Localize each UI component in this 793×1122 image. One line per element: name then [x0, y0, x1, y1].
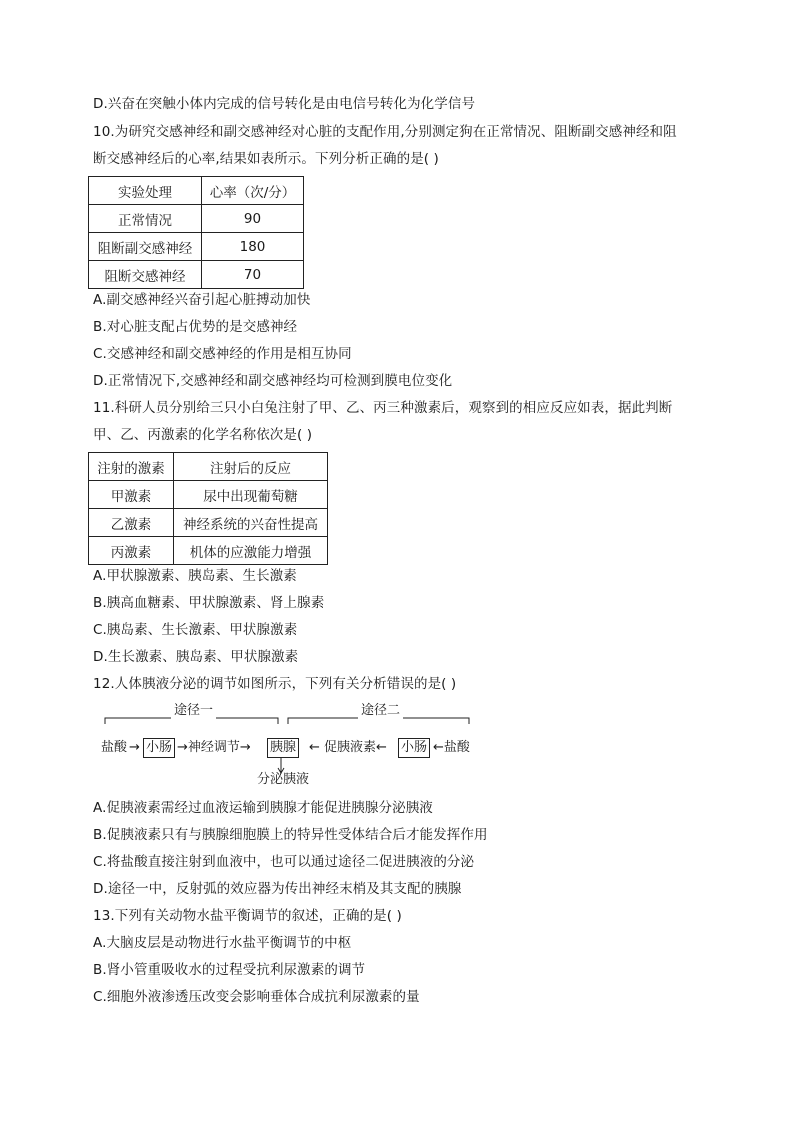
- table-header-cell: 实验处理: [89, 177, 202, 205]
- table-header-cell: 注射的激素: [89, 453, 174, 481]
- table-cell: 90: [202, 205, 304, 233]
- table-row: [89, 261, 304, 289]
- option-c: C.将盐酸直接注射到血液中，也可以通过途径二促进胰液的分泌: [93, 854, 475, 870]
- arrow-right-icon: →: [129, 740, 140, 755]
- option-b: B.胰高血糖素、甲状腺激素、肾上腺素: [93, 595, 325, 611]
- secretin-label: ← 促胰液素←: [309, 740, 387, 755]
- option-c: C.细胞外液渗透压改变会影响垂体合成抗利尿激素的量: [93, 989, 420, 1005]
- table-header-cell: 注射后的反应: [174, 453, 328, 481]
- table-q11: [88, 452, 328, 565]
- question-10-stem-cont: 断交感神经后的心率,结果如表所示。下列分析正确的是( ): [93, 151, 439, 167]
- question-11-stem-cont: 甲、乙、丙激素的化学名称依次是( ): [93, 427, 313, 443]
- table-cell: 机体的应激能力增强: [174, 537, 328, 565]
- small-intestine-box: 小肠: [143, 738, 175, 758]
- nerve-regulation-label: →神经调节→: [177, 740, 251, 755]
- option-d: D.途径一中，反射弧的效应器为传出神经末梢及其支配的胰腺: [93, 881, 462, 897]
- table-row: [89, 509, 328, 537]
- table-row: [89, 233, 304, 261]
- hcl-left-label: 盐酸: [101, 740, 128, 755]
- table-cell: 180: [202, 233, 304, 261]
- table-row: [89, 205, 304, 233]
- question-13-stem: 13.下列有关动物水盐平衡调节的叙述，正确的是( ): [93, 908, 402, 924]
- option-b: B.对心脏支配占优势的是交感神经: [93, 319, 298, 335]
- table-row: [89, 537, 328, 565]
- option-d: D.正常情况下,交感神经和副交感神经均可检测到膜电位变化: [93, 373, 453, 389]
- secrete-pancreatic-juice-label: 分泌胰液: [257, 772, 310, 787]
- option-a: A.副交感神经兴奋引起心脏搏动加快: [93, 292, 311, 308]
- question-12-stem: 12.人体胰液分泌的调节如图所示，下列有关分析错误的是( ): [93, 676, 457, 692]
- option-b: B.肾小管重吸收水的过程受抗利尿激素的调节: [93, 962, 366, 978]
- pancreas-box: 胰腺: [267, 738, 299, 758]
- option-b: B.促胰液素只有与胰腺细胞膜上的特异性受体结合后才能发挥作用: [93, 827, 488, 843]
- table-cell: 70: [202, 261, 304, 289]
- table-cell: 乙激素: [89, 509, 174, 537]
- option-c: C.胰岛素、生长激素、甲状腺激素: [93, 622, 298, 638]
- question-11-stem: 11.科研人员分别给三只小白兔注射了甲、乙、丙三种激素后，观察到的相应反应如表，据此判断: [93, 400, 673, 416]
- option-c: C.交感神经和副交感神经的作用是相互协同: [93, 346, 352, 362]
- small-intestine-box: 小肠: [398, 738, 430, 758]
- option-d: D.生长激素、胰岛素、甲状腺激素: [93, 649, 299, 665]
- route-one-label: 途径一: [171, 703, 216, 719]
- table-header-cell: 心率（次/分）: [202, 177, 304, 205]
- table-cell: 正常情况: [89, 205, 202, 233]
- option-a: A.甲状腺激素、胰岛素、生长激素: [93, 568, 297, 584]
- table-cell: 神经系统的兴奋性提高: [174, 509, 328, 537]
- table-cell: 甲激素: [89, 481, 174, 509]
- table-cell: 尿中出现葡萄糖: [174, 481, 328, 509]
- table-q10: [88, 176, 304, 289]
- option-a: A.促胰液素需经过血液运输到胰腺才能促进胰腺分泌胰液: [93, 800, 433, 816]
- hcl-right-label: ←盐酸: [433, 740, 470, 755]
- table-cell: 阻断交感神经: [89, 261, 202, 289]
- pancreas-regulation-diagram: [93, 700, 493, 790]
- table-row: [89, 481, 328, 509]
- question-10-stem: 10.为研究交感神经和副交感神经对心脏的支配作用,分别测定狗在正常情况、阻断副交感神经和阻: [93, 124, 677, 140]
- table-header-row: [89, 453, 328, 481]
- option-a: A.大脑皮层是动物进行水盐平衡调节的中枢: [93, 935, 352, 951]
- text-line: D.兴奋在突触小体内完成的信号转化是由电信号转化为化学信号: [93, 96, 476, 112]
- table-header-row: [89, 177, 304, 205]
- route-two-label: 途径二: [358, 703, 403, 719]
- table-cell: 阻断副交感神经: [89, 233, 202, 261]
- table-cell: 丙激素: [89, 537, 174, 565]
